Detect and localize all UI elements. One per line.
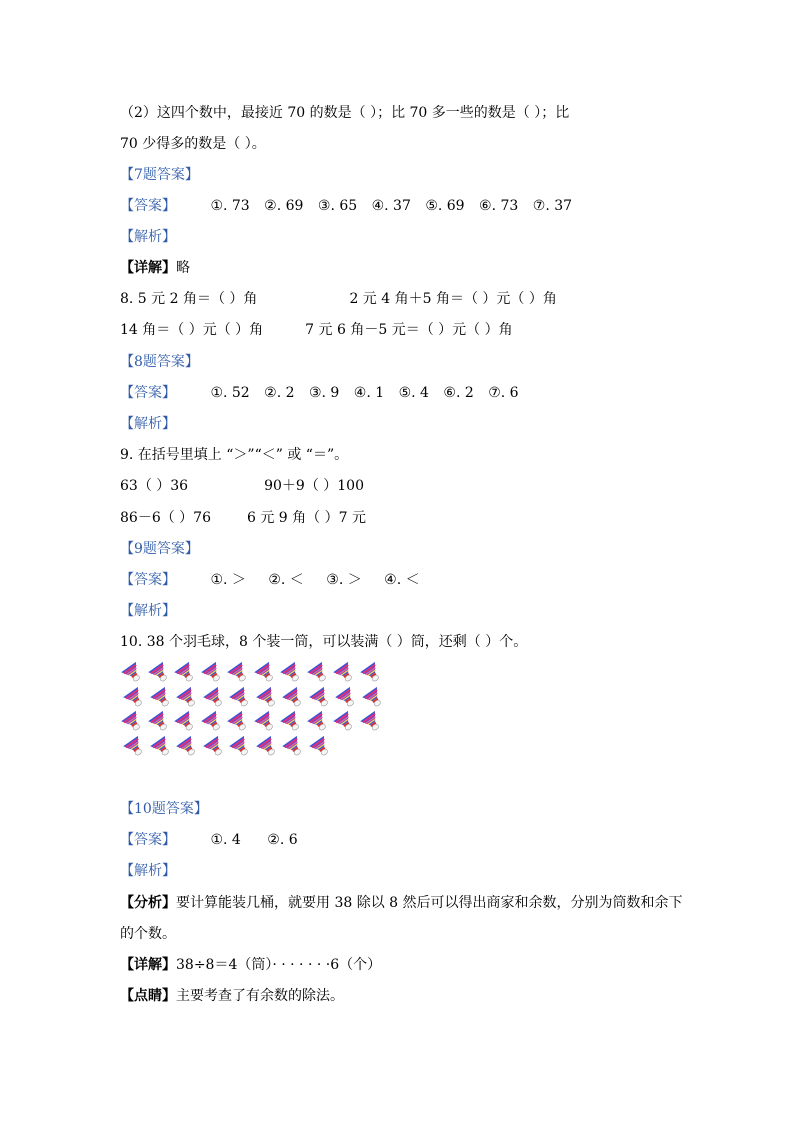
q8-answer-heading: 【8题答案】 — [120, 354, 199, 370]
shuttlecock-grid — [120, 660, 400, 760]
q7-detail-text: 略 — [176, 260, 190, 276]
shuttlecock-icon — [122, 685, 146, 709]
q9-line2-right: 6 元 9 角（ ）7 元 — [247, 510, 366, 526]
shuttlecock-icon — [253, 709, 277, 733]
shuttlecock-icon — [173, 660, 197, 684]
shuttlecock-icon — [202, 734, 226, 758]
q8-answer-6: ⑥. 2 — [443, 385, 474, 401]
q9-line1-right: 90＋9（ ）100 — [264, 478, 364, 494]
shuttlecock-icon — [228, 685, 252, 709]
q10-analysis-row1 — [120, 894, 683, 912]
q9-prompt: 9. 在括号里填上 “＞”“＜” 或 “＝”。 — [120, 447, 349, 463]
q8-answer-label: 【答案】 — [120, 385, 176, 401]
shuttlecock-icon — [306, 709, 330, 733]
q7-answer-2: ②. 69 — [264, 198, 304, 214]
shuttlecock-icon — [228, 734, 252, 758]
shuttlecock-icon — [175, 685, 199, 709]
shuttlecock-icon — [306, 660, 330, 684]
shuttlecock-icon — [279, 709, 303, 733]
q10-analysis-label: 【解析】 — [120, 863, 176, 879]
shuttlecock-icon — [281, 685, 305, 709]
shuttlecock-icon — [308, 734, 332, 758]
shuttlecock-icon — [281, 734, 305, 758]
shuttlecock-icon — [149, 685, 173, 709]
q9-answer-row — [120, 571, 430, 589]
q8-answer-4: ④. 1 — [353, 385, 385, 401]
q10-detail-label: 【详解】 — [120, 957, 176, 973]
shuttlecock-icon — [255, 685, 279, 709]
q7-answer-4: ④. 37 — [371, 198, 411, 214]
q7-answer-1: ①. 73 — [210, 198, 250, 214]
q7-answer-heading: 【7题答案】 — [120, 167, 199, 183]
q7-answer-5: ⑤. 69 — [425, 198, 465, 214]
q7-analysis-label: 【解析】 — [120, 229, 176, 245]
shuttlecock-icon — [147, 709, 171, 733]
q8-line2-left: 14 角＝（ ）元（ ）角 — [120, 322, 264, 338]
q9-line2 — [120, 509, 366, 527]
q9-answer-heading: 【9题答案】 — [120, 541, 199, 557]
q9-answer-1: ①. ＞ — [210, 572, 246, 588]
shuttlecock-icon — [226, 660, 250, 684]
shuttlecock-icon — [255, 734, 279, 758]
q8-analysis-label: 【解析】 — [120, 416, 176, 432]
q8-line1 — [120, 290, 557, 308]
q7-answer-row — [120, 197, 582, 215]
shuttlecock-icon — [334, 685, 358, 709]
shuttlecock-icon — [332, 709, 356, 733]
q7-detail-row — [120, 259, 190, 277]
shuttlecock-icon — [120, 660, 144, 684]
q8-line2 — [120, 321, 513, 339]
shuttlecock-icon — [359, 709, 383, 733]
shuttlecock-icon — [253, 660, 277, 684]
shuttlecock-icon — [202, 685, 226, 709]
q8-answer-5: ⑤. 4 — [398, 385, 429, 401]
shuttlecock-icon — [308, 685, 332, 709]
shuttlecock-icon — [332, 660, 356, 684]
q10-detail-text: 38÷8＝4（筒）· · · · · · ·6（个） — [176, 957, 382, 973]
q10-tip-text: 主要考查了有余数的除法。 — [176, 988, 344, 1004]
q7-part2-line1: （2）这四个数中，最接近 70 的数是（ ）；比 70 多一些的数是（ ）；比 — [120, 105, 570, 121]
q9-answer-3: ③. ＞ — [326, 572, 362, 588]
q8-line1-left: 8. 5 元 2 角＝（ ）角 — [120, 291, 258, 307]
shuttlecock-icon — [279, 660, 303, 684]
q9-line1 — [120, 477, 364, 495]
q9-line2-left: 86－6（ ）76 — [120, 510, 211, 526]
q7-answer-3: ③. 65 — [317, 198, 358, 214]
q9-answer-2: ②. ＜ — [268, 572, 304, 588]
q10-tip-row — [120, 987, 344, 1005]
q10-prompt: 10. 38 个羽毛球，8 个装一筒，可以装满（ ）筒，还剩（ ）个。 — [120, 634, 528, 650]
q10-analysis-text2: 的个数。 — [120, 926, 176, 942]
q9-answer-4: ④. ＜ — [384, 572, 420, 588]
shuttlecock-icon — [147, 660, 171, 684]
shuttlecock-icon — [149, 734, 173, 758]
q10-answer-2: ②. 6 — [267, 832, 298, 848]
shuttlecock-icon — [226, 709, 250, 733]
q10-tip-label: 【点睛】 — [120, 988, 176, 1004]
q8-answer-7: ⑦. 6 — [488, 385, 519, 401]
q7-detail-label: 【详解】 — [120, 260, 176, 276]
q9-analysis-label: 【解析】 — [120, 603, 176, 619]
q7-answer-6: ⑥. 73 — [479, 198, 519, 214]
q7-answer-label: 【答案】 — [120, 198, 176, 214]
q7-part2-line2: 70 少得多的数是（ ）。 — [120, 136, 266, 152]
q10-detail-row — [120, 956, 381, 974]
q10-analysis-text1: 要计算能装几桶，就要用 38 除以 8 然后可以得出商家和余数，分别为筒数和余下 — [176, 895, 683, 911]
shuttlecock-icon — [120, 709, 144, 733]
q7-answer-7: ⑦. 37 — [532, 198, 573, 214]
q10-answer-label: 【答案】 — [120, 832, 176, 848]
q8-answer-3: ③. 9 — [308, 385, 340, 401]
shuttlecock-icon — [122, 734, 146, 758]
q10-answer-1: ①. 4 — [210, 832, 241, 848]
q9-answer-label: 【答案】 — [120, 572, 176, 588]
shuttlecock-icon — [200, 660, 224, 684]
q8-answer-row — [120, 384, 529, 402]
shuttlecock-icon — [175, 734, 199, 758]
q10-analysis-head: 【分析】 — [120, 895, 176, 911]
q8-answer-1: ①. 52 — [210, 385, 250, 401]
q10-answer-row — [120, 831, 308, 849]
shuttlecock-icon — [173, 709, 197, 733]
q8-line1-right: 2 元 4 角＋5 角＝（ ）元（ ）角 — [349, 291, 557, 307]
shuttlecock-icon — [361, 685, 385, 709]
q8-line2-right: 7 元 6 角－5 元＝（ ）元（ ）角 — [305, 322, 513, 338]
q9-line1-left: 63（ ）36 — [120, 478, 189, 494]
q10-answer-heading: 【10题答案】 — [120, 801, 208, 817]
shuttlecock-icon — [359, 660, 383, 684]
shuttlecock-icon — [200, 709, 224, 733]
q8-answer-2: ②. 2 — [264, 385, 295, 401]
